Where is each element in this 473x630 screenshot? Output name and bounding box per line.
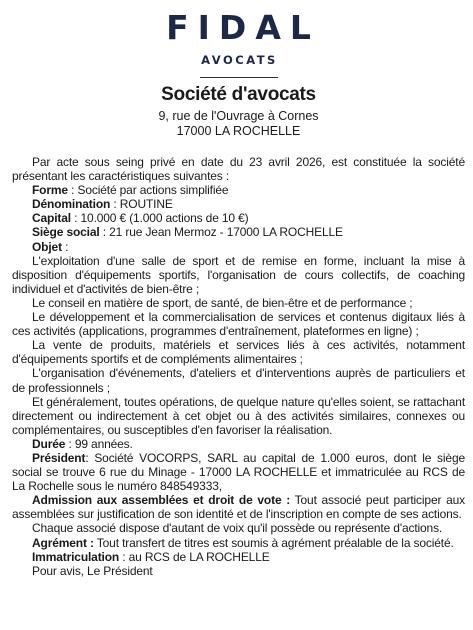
denomination-line <box>12 197 465 211</box>
duree-label: Durée <box>32 436 66 451</box>
objet-item-6: Et généralement, toutes opérations, de quelque nature qu'elles soient, se rattachant directement ou indirectement à cet objet ou à des activités similaires, connexes ou complémentaires, ou susceptibles d'en favoriser la réalisation. <box>12 394 465 437</box>
vote-line: Chaque associé dispose d'autant de voix qu'il possède ou représente d'actions. <box>32 521 443 536</box>
forme-value: : Société par actions simplifiée <box>67 183 229 198</box>
agrement-line <box>12 536 465 550</box>
agrement-label: Agrément : <box>32 535 94 550</box>
capital-line <box>12 211 465 225</box>
objet-label: Objet <box>32 239 62 254</box>
admission-label: Admission aux assemblées et droit de vote : <box>32 493 291 508</box>
objet-item-4: La vente de produits, matériels et services liés à ces activités, notamment d'équipements sportifs et de compléments alimentaires ; <box>12 338 465 367</box>
president-value: : Société VOCORPS, SARL au capital de 1.000 euros, dont le siège social se trouve 6 rue du Minage - 17000 LA ROCHELLE et immatriculée au RCS de La Rochelle sous le numéro 848549333, <box>12 450 465 494</box>
objet-line <box>12 240 465 254</box>
address-line-1: 9, rue de l'Ouvrage à Cornes <box>158 109 319 123</box>
president-paragraph <box>12 451 465 493</box>
objet-value: : <box>61 239 69 254</box>
header-divider <box>200 77 278 78</box>
fidal-logo <box>12 10 465 67</box>
forme-label: Forme <box>32 183 68 198</box>
capital-label: Capital <box>32 211 71 226</box>
duree-value: : 99 années. <box>65 436 133 451</box>
admission-value: Tout associé peut participer aux assemblées sur justification de son identité et de l'inscription en compte de ses actions. <box>12 493 465 522</box>
duree-line <box>12 437 465 451</box>
president-label: Président <box>32 450 86 465</box>
intro-paragraph: Par acte sous seing privé en date du 23 avril 2026, est constituée la société présentant les caractéristiques suivantes : <box>12 155 465 184</box>
denomination-label: Dénomination <box>32 197 111 212</box>
immatriculation-value: : au RCS de LA ROCHELLE <box>119 549 270 564</box>
objet-item-1: L'exploitation d'une salle de sport et de remise en forme, incluant la mise à disposition d'équipements sportifs, l'organisation de cours collectifs, de coaching individuel et d'activités de bien-être ; <box>12 253 465 296</box>
objet-item-5: L'organisation d'événements, d'ateliers et d'interventions auprès de particuliers et de professionnels ; <box>12 366 465 395</box>
notice-body <box>12 155 465 578</box>
notice-title: Société d'avocats <box>161 84 316 105</box>
denomination-value: : ROUTINE <box>110 197 173 212</box>
legal-notice-page <box>0 10 473 630</box>
address-line-2: 17000 LA ROCHELLE <box>176 124 301 138</box>
admission-paragraph <box>12 493 465 521</box>
forme-line <box>12 183 465 197</box>
closing-line: Pour avis, Le Président <box>32 563 153 578</box>
objet-item-3: Le développement et la commercialisation de services et contenus digitaux liés à ces activités (applications, programmes d'entraînement, plateformes en ligne) ; <box>12 310 465 339</box>
siege-value: : 21 rue Jean Mermoz - 17000 LA ROCHELLE <box>99 225 343 240</box>
logo-subtitle: AVOCATS <box>201 53 278 67</box>
objet-item-2: Le conseil en matière de sport, de santé, de bien-être et de performance ; <box>32 295 413 310</box>
capital-value: : 10.000 € (1.000 actions de 10 €) <box>70 211 249 226</box>
siege-line <box>12 225 465 239</box>
agrement-value: Tout transfert de titres est soumis à agrément préalable de la société. <box>93 535 454 550</box>
logo-wordmark: FIDAL <box>166 8 320 47</box>
immatriculation-line <box>12 550 465 564</box>
immatriculation-label: Immatriculation <box>32 549 120 564</box>
siege-label: Siège social <box>32 225 100 240</box>
